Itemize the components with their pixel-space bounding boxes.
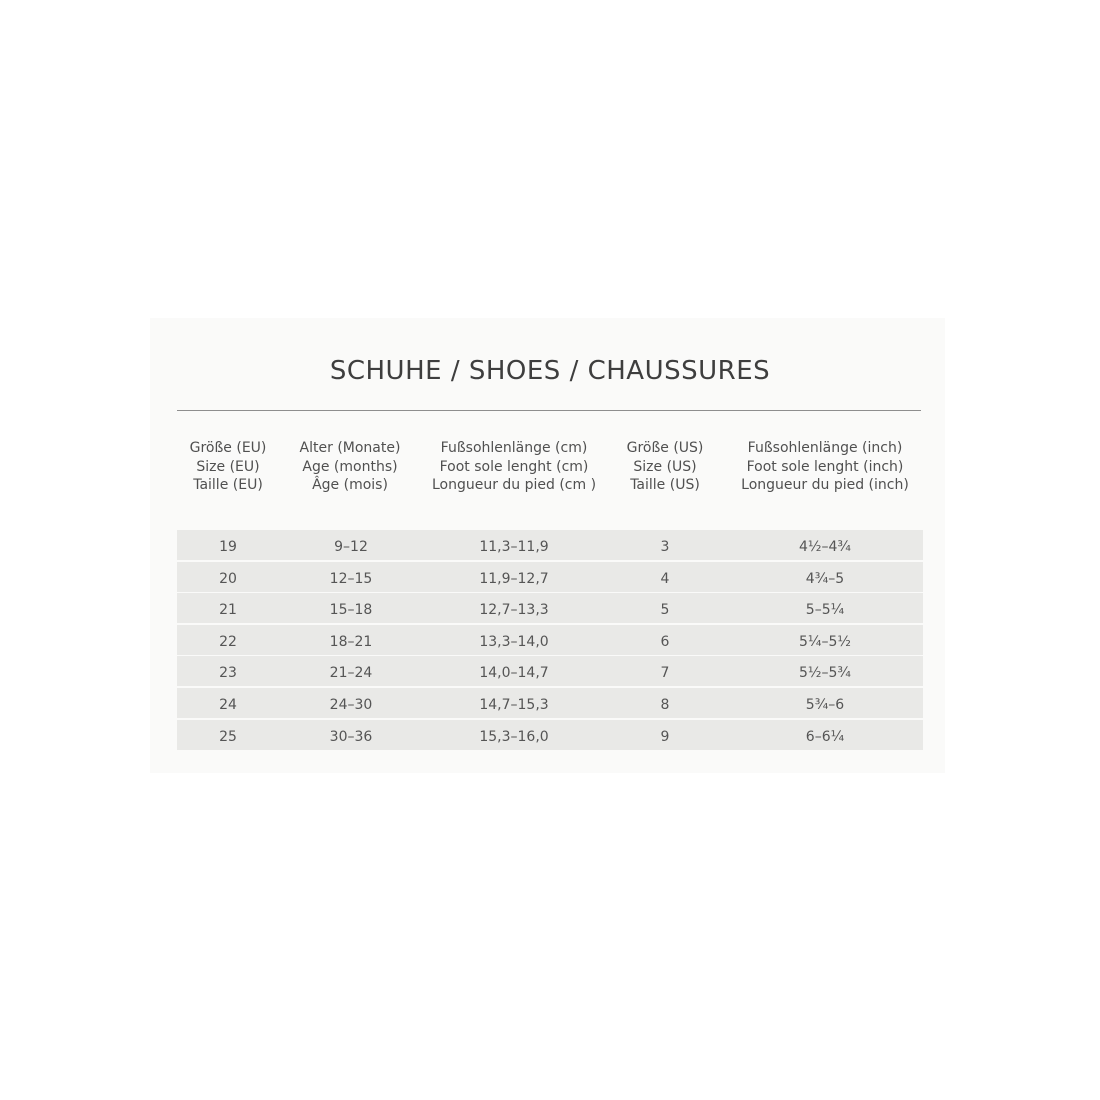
table-row <box>177 625 923 655</box>
cell-size-us: 8 <box>660 696 670 713</box>
header-label-en: Age (months) <box>302 458 398 475</box>
cell-foot-length-cm: 11,3–11,9 <box>479 539 549 555</box>
cell-size-eu: 24 <box>219 696 237 713</box>
page-title: SCHUHE / SHOES / CHAUSSURES <box>329 356 771 386</box>
header-label-fr: Âge (mois) <box>312 477 388 493</box>
cell-foot-length-inch: 5–5¼ <box>805 602 845 619</box>
header-label-de: Fußsohlenlänge (cm) <box>440 440 588 456</box>
cell-foot-length-inch: 5¾–6 <box>805 696 845 713</box>
cell-foot-length-cm: 15,3–16,0 <box>479 728 549 745</box>
cell-foot-length-inch: 5½–5¾ <box>799 665 851 682</box>
header-age <box>285 439 415 495</box>
header-size-eu <box>177 439 279 495</box>
header-label-de: Fußsohlenlänge (inch) <box>747 440 903 456</box>
cell-size-us: 3 <box>660 539 670 555</box>
cell-foot-length-inch: 6–6¼ <box>805 728 845 745</box>
table-header <box>177 439 923 501</box>
cell-foot-length-inch: 4¾–5 <box>805 570 845 587</box>
header-label-de: Größe (US) <box>626 440 704 456</box>
cell-age: 30–36 <box>329 728 373 745</box>
table-row <box>177 562 923 592</box>
cell-size-eu: 20 <box>219 570 237 587</box>
header-label-fr: Taille (US) <box>630 477 700 493</box>
cell-foot-length-inch: 4½–4¾ <box>799 539 851 555</box>
cell-size-eu: 19 <box>219 539 237 555</box>
cell-size-us: 4 <box>660 570 670 587</box>
header-label-fr: Longueur du pied (inch) <box>741 477 909 493</box>
cell-foot-length-cm: 14,0–14,7 <box>479 665 549 682</box>
cell-foot-length-cm: 13,3–14,0 <box>479 633 549 650</box>
cell-foot-length-cm: 11,9–12,7 <box>479 570 549 587</box>
header-label-fr: Taille (EU) <box>193 477 263 493</box>
cell-foot-length-cm: 12,7–13,3 <box>479 602 549 619</box>
header-label-en: Foot sole lenght (cm) <box>439 458 589 475</box>
cell-age: 24–30 <box>329 696 373 713</box>
cell-age: 21–24 <box>329 665 373 682</box>
cell-age: 18–21 <box>329 633 373 650</box>
header-size-us <box>615 439 715 495</box>
cell-age: 9–12 <box>334 539 368 555</box>
table-row <box>177 593 923 623</box>
table-row <box>177 688 923 718</box>
cell-foot-length-inch: 5¼–5½ <box>799 633 851 650</box>
cell-foot-length-cm: 14,7–15,3 <box>479 696 549 713</box>
header-label-de: Größe (EU) <box>189 440 267 456</box>
table-row <box>177 720 923 750</box>
cell-size-eu: 22 <box>219 633 237 650</box>
header-label-en: Size (EU) <box>196 458 260 475</box>
header-foot-length-inch <box>727 439 923 495</box>
cell-size-us: 5 <box>660 602 670 619</box>
table-row <box>177 530 923 560</box>
header-foot-length-cm <box>422 439 606 495</box>
header-label-fr: Longueur du pied (cm ) <box>431 477 597 493</box>
cell-age: 15–18 <box>329 602 373 619</box>
title-divider <box>177 410 921 411</box>
table-row <box>177 656 923 686</box>
header-label-de: Alter (Monate) <box>299 440 401 456</box>
cell-age: 12–15 <box>329 570 373 587</box>
cell-size-us: 6 <box>660 633 670 650</box>
cell-size-us: 9 <box>660 728 670 745</box>
cell-size-us: 7 <box>660 665 670 682</box>
header-label-en: Foot sole lenght (inch) <box>746 458 904 475</box>
header-label-en: Size (US) <box>633 458 697 475</box>
cell-size-eu: 23 <box>219 665 237 682</box>
cell-size-eu: 21 <box>219 602 237 619</box>
size-table-body <box>177 530 923 751</box>
cell-size-eu: 25 <box>219 728 237 745</box>
